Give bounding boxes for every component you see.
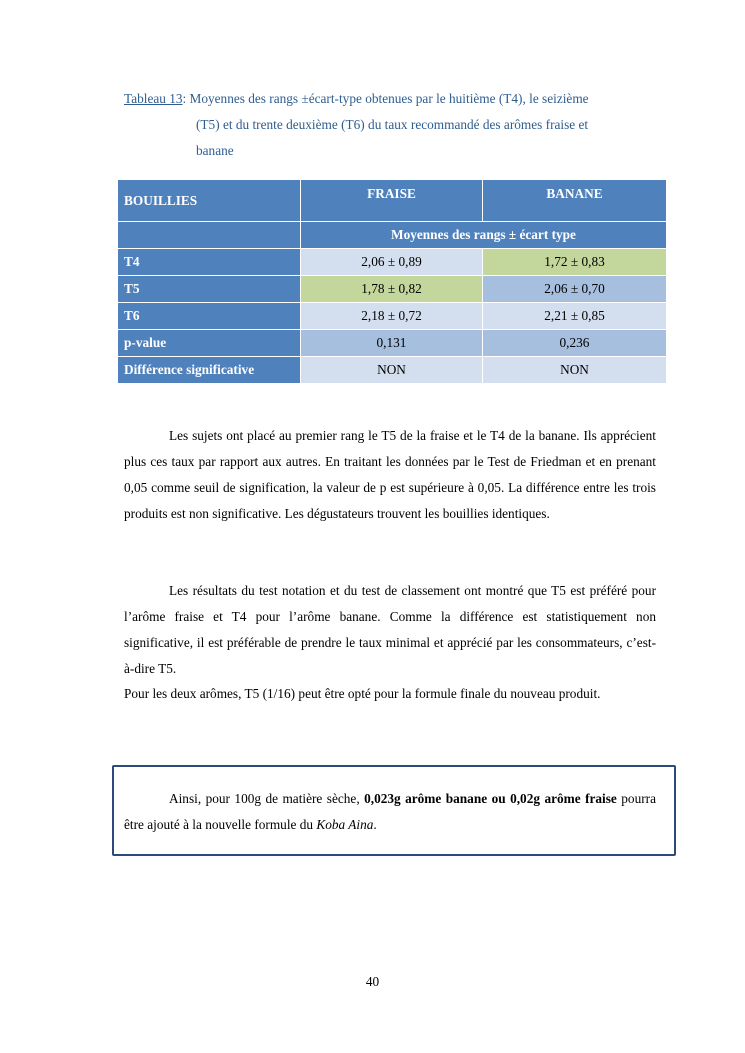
paragraph-results-text: Les sujets ont placé au premier rang le T5 de la fraise et le T4 de la banane. Ils apprécient plus ces taux par rapport aux autres. En traitant les données par le Test de Friedman et en prenant 0,05 comme seuil de signification, la valeur de p est supérieure à 0,05. La différence entre les trois produits est non significative. Les dégustateurs trouvent les bouillies identiques. bbox=[124, 428, 656, 521]
conclusion-part-1: Ainsi, pour 100g de matière sèche, bbox=[169, 791, 365, 806]
paragraph-tests-text: Les résultats du test notation et du test de classement ont montré que T5 est préféré pour l’arôme fraise et T4 pour l’arôme banane. Comme la différence est statistiquement non significative, il est préférable de prendre le taux minimal et apprécié par les consommateurs, c’est-à-dire T5. bbox=[124, 583, 656, 676]
table-row bbox=[118, 330, 667, 357]
table-subheader-row bbox=[118, 222, 667, 249]
conclusion-part-3: . bbox=[373, 817, 377, 832]
paragraph-final bbox=[124, 681, 656, 707]
conclusion-italic: Koba Aina bbox=[316, 817, 374, 832]
table-caption bbox=[124, 86, 664, 164]
results-table bbox=[117, 179, 667, 384]
cell-banane: NON bbox=[483, 357, 667, 384]
caption-line-1: : Moyennes des rangs ±écart-type obtenues par le huitième (T4), le seizième bbox=[182, 91, 589, 106]
paragraph-final-text: Pour les deux arômes, T5 (1/16) peut être opté pour la formule finale du nouveau produit. bbox=[124, 686, 601, 701]
table-header-row bbox=[118, 180, 667, 222]
conclusion-part-2: pourra être ajouté à la nouvelle formule du bbox=[124, 791, 656, 832]
row-label: p-value bbox=[118, 330, 301, 357]
page-number: 40 bbox=[365, 974, 380, 989]
paragraph-tests bbox=[124, 578, 656, 682]
cell-fraise: NON bbox=[301, 357, 483, 384]
caption-line-2: (T5) et du trente deuxième (T6) du taux recommandé des arômes fraise et bbox=[196, 117, 589, 132]
caption-label: Tableau 13 bbox=[124, 91, 183, 106]
table-row bbox=[118, 303, 667, 330]
conclusion-box bbox=[112, 765, 676, 856]
cell-banane: 2,21 ± 0,85 bbox=[483, 303, 667, 330]
cell-banane: 1,72 ± 0,83 bbox=[483, 249, 667, 276]
header-fraise: FRAISE bbox=[301, 180, 483, 222]
table-row bbox=[118, 357, 667, 384]
cell-banane: 2,06 ± 0,70 bbox=[483, 276, 667, 303]
cell-banane: 0,236 bbox=[483, 330, 667, 357]
row-label: T6 bbox=[118, 303, 301, 330]
cell-fraise: 2,06 ± 0,89 bbox=[301, 249, 483, 276]
cell-fraise: 1,78 ± 0,82 bbox=[301, 276, 483, 303]
row-label: T5 bbox=[118, 276, 301, 303]
paragraph-results bbox=[124, 423, 656, 527]
caption-line-3: banane bbox=[196, 143, 234, 158]
header-bouillies: BOUILLIES bbox=[118, 180, 301, 222]
header-banane: BANANE bbox=[483, 180, 667, 222]
cell-fraise: 0,131 bbox=[301, 330, 483, 357]
table-row bbox=[118, 249, 667, 276]
row-label: T4 bbox=[118, 249, 301, 276]
table-row bbox=[118, 276, 667, 303]
row-label: Différence significative bbox=[118, 357, 301, 384]
subheader-moyennes: Moyennes des rangs ± écart type bbox=[301, 222, 667, 249]
cell-fraise: 2,18 ± 0,72 bbox=[301, 303, 483, 330]
conclusion-text bbox=[124, 786, 656, 838]
conclusion-bold: 0,023g arôme banane ou 0,02g arôme fraise bbox=[364, 791, 617, 806]
